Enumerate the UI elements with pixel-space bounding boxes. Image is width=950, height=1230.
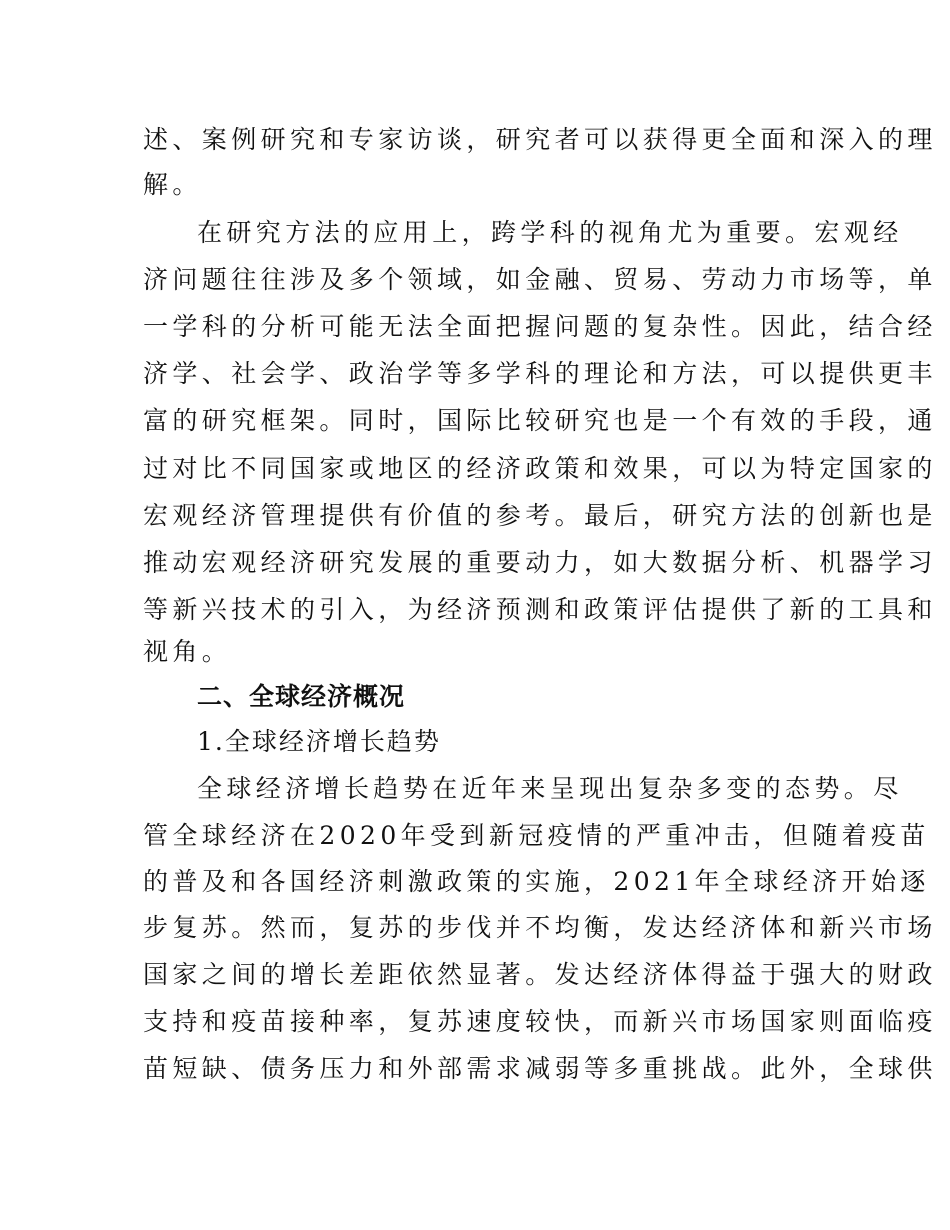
text-line: 国家之间的增长差距依然显著。发达经济体得益于强大的财政 — [143, 960, 937, 989]
text-line: 等新兴技术的引入，为经济预测和政策评估提供了新的工具和 — [143, 595, 937, 624]
text-line: 济问题往往涉及多个领域，如金融、贸易、劳动力市场等，单 — [143, 265, 937, 294]
paragraph-first-line: 在研究方法的应用上，跨学科的视角尤为重要。宏观经 — [197, 218, 903, 247]
section-heading: 二、全球经济概况 — [197, 682, 406, 711]
text-line: 济学、社会学、政治学等多学科的理论和方法，可以提供更丰 — [143, 359, 937, 388]
text-line: 的普及和各国经济刺激政策的实施，2021年全球经济开始逐 — [143, 867, 930, 896]
text-line: 宏观经济管理提供有价值的参考。最后，研究方法的创新也是 — [143, 501, 937, 530]
text-line: 支持和疫苗接种率，复苏速度较快，而新兴市场国家则面临疫 — [143, 1007, 937, 1036]
text-line: 富的研究框架。同时，国际比较研究也是一个有效的手段，通 — [143, 406, 937, 435]
text-line: 视角。 — [143, 637, 232, 666]
text-line: 推动宏观经济研究发展的重要动力，如大数据分析、机器学习 — [143, 548, 937, 577]
text-line: 苗短缺、债务压力和外部需求减弱等多重挑战。此外，全球供 — [143, 1054, 937, 1083]
text-line: 管全球经济在2020年受到新冠疫情的严重冲击，但随着疫苗 — [143, 821, 930, 850]
subsection-heading: 1.全球经济增长趋势 — [197, 727, 441, 756]
text-line: 一学科的分析可能无法全面把握问题的复杂性。因此，结合经 — [143, 312, 937, 341]
text-line: 步复苏。然而，复苏的步伐并不均衡，发达经济体和新兴市场 — [143, 913, 937, 942]
paragraph-first-line: 全球经济增长趋势在近年来呈现出复杂多变的态势。尽 — [197, 774, 903, 803]
text-line: 解。 — [143, 170, 202, 199]
text-line: 过对比不同国家或地区的经济政策和效果，可以为特定国家的 — [143, 454, 937, 483]
text-line: 述、案例研究和专家访谈，研究者可以获得更全面和深入的理 — [143, 125, 937, 154]
